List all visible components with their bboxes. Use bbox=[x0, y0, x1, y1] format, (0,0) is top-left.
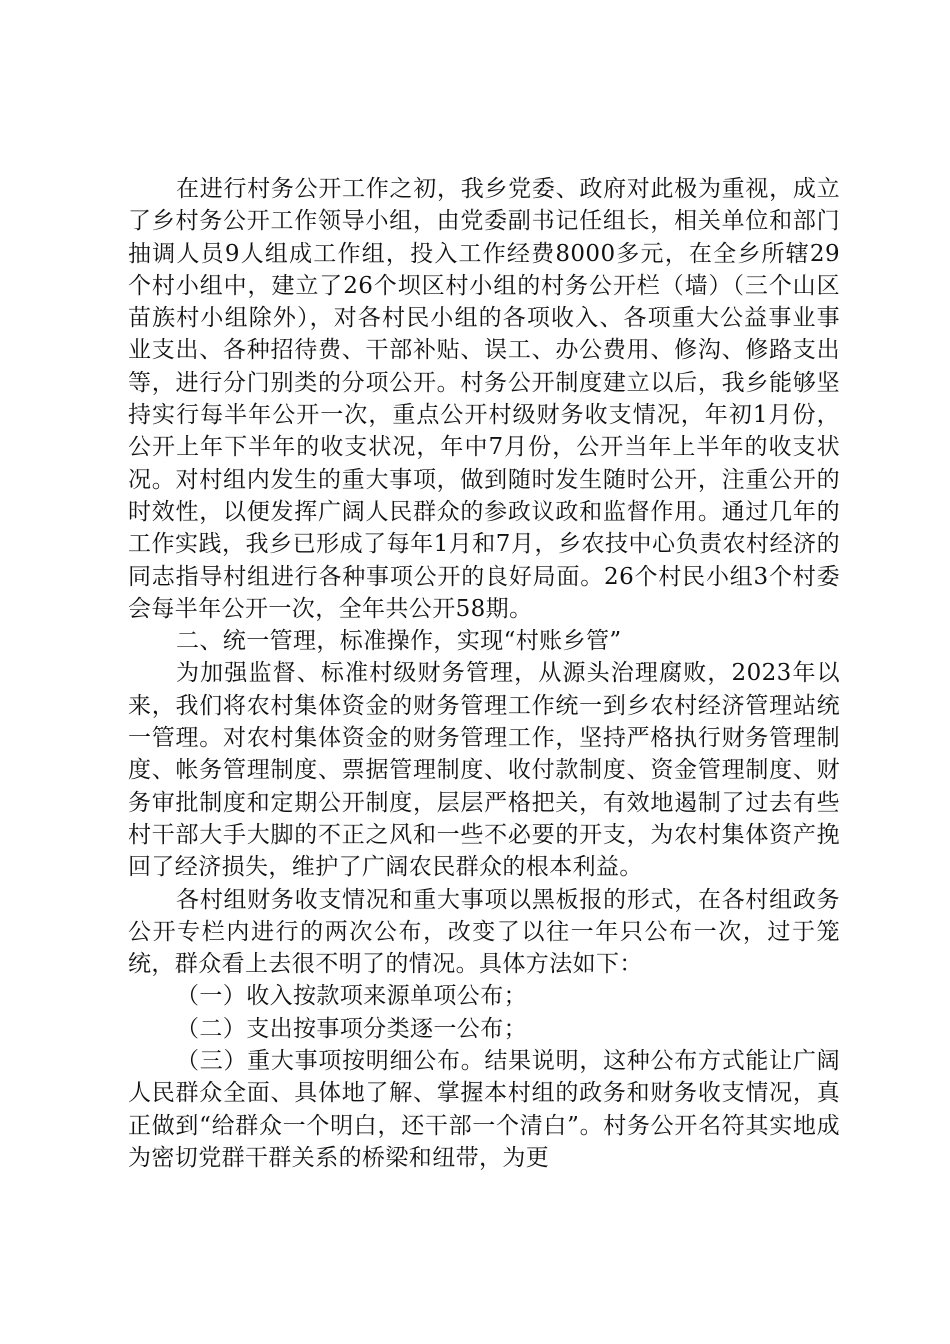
list-item-expenditure: （二）支出按事项分类逐一公布； bbox=[176, 1015, 527, 1042]
paragraph-publication-method: 各村组财务收支情况和重大事项以黑板报的形式，在各村组政务公开专栏内进行的两次公布，改变了以往一年只公布一次，过于笼统，群众看上去很不明了的情况。具体方法如下： bbox=[128, 886, 840, 978]
paragraph-financial-management: 为加强监督、标准村级财务管理，从源头治理腐败，2023年以来，我们将农村集体资金的财务管理工作统一到乡农村经济管理站统一管理。对农村集体资金的财务管理工作，坚持严格执行财务管理制度、帐务管理制度、票据管理制度、收付款制度、资金管理制度、财务审批制度和定期公开制度，层层严格把关，有效地遏制了过去有些村干部大手大脚的不正之风和一些不必要的开支，为农村集体资产挽回了经济损失，维护了广阔农民群众的根本利益。 bbox=[128, 660, 840, 881]
list-item-major-matters: （三）重大事项按明细公布。结果说明，这种公布方式能让广阔人民群众全面、具体地了解、掌握本村组的政务和财务收支情况，真正做到“给群众一个明白，还干部一个清白”。村务公开名符其实地成为密切党群干群关系的桥梁和纽带，为更 bbox=[128, 1048, 840, 1171]
document-page bbox=[128, 173, 840, 1174]
list-item-income: （一）收入按款项来源单项公布； bbox=[176, 983, 527, 1010]
section-heading-unified-management: 二、统一管理，标准操作，实现“村账乡管” bbox=[176, 628, 622, 655]
paragraph-village-affairs-disclosure: 在进行村务公开工作之初，我乡党委、政府对此极为重视，成立了乡村务公开工作领导小组，由党委副书记任组长，相关单位和部门抽调人员9人组成工作组，投入工作经费8000多元，在全乡所辖29个村小组中，建立了26个坝区村小组的村务公开栏（墙）（三个山区苗族村小组除外），对各村民小组的各项收入、各项重大公益事业事业支出、各种招待费、干部补贴、误工、办公费用、修沟、修路支出等，进行分门别类的分项公开。村务公开制度建立以后，我乡能够坚持实行每半年公开一次，重点公开村级财务收支情况，年初1月份，公开上年下半年的收支状况，年中7月份，公开当年上半年的收支状况。对村组内发生的重大事项，做到随时发生随时公开，注重公开的时效性，以便发挥广阔人民群众的参政议政和监督作用。通过几年的工作实践，我乡已形成了每年1月和7月，乡农技中心负责农村经济的同志指导村组进行各种事项公开的良好局面。26个村民小组3个村委会每半年公开一次，全年共公开58期。 bbox=[128, 176, 840, 622]
